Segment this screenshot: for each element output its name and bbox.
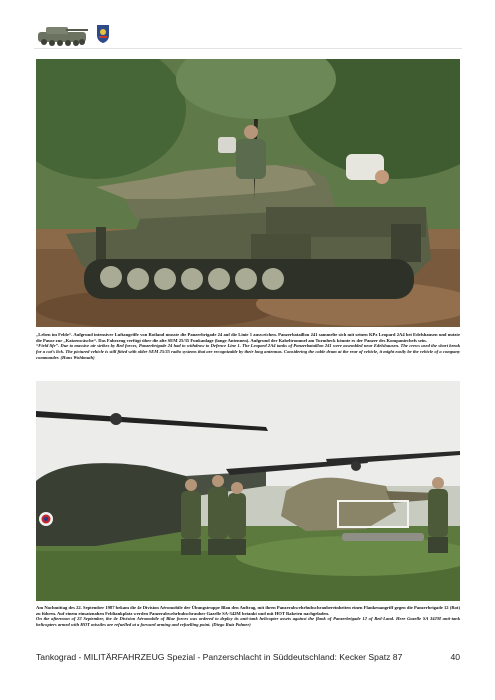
page-footer: [36, 652, 460, 666]
page-number: 40: [450, 652, 460, 662]
bottom-photo-caption: [36, 605, 460, 647]
caption-german: Am Nachmittag des 22. September 1987 bekam die 4e Division Aéromobile der Übungstruppe Blau den Auftrag, mit ihren Panzerabwehrhubschraubereinheiten einen Flankenangriff gegen die Panzerbrigade 12 (Rot) zu führen. Auf einem einsatznahen Feldtankplatz werden Panzerabwehrhubschrauber Gazelle SA-342M betankt und mit HOT Raketen nachgeladen.: [36, 605, 460, 616]
footer-title: Tankograd - MILITÄRFAHRZEUG Spezial - Panzerschlacht in Süddeutschland: Kecker Spatz 87: [36, 652, 403, 662]
leopard-tank-photo: [36, 59, 460, 327]
top-photo-caption: [36, 332, 460, 378]
caption-english: “Field life”. Due to massive air strikes by Red forces, Panzerbrigade 24 had to withdraw to Defence Line 1. The Leopard 2A4 tanks of Panzerbataillon 241 were assembled near Edelshausen. The crews used the short break for a cat’s lick. The pictured vehicle is still fitted with older SEM 25/35 radio systems that are recognizable by their long antennas. Considering the cable drum at the rear of vehicle, it might easily be the vehicle of a company commander. (Hans Wohlmuth): [36, 343, 460, 360]
tank-logo-icon: [34, 22, 90, 48]
caption-english: On the afternoon of 22 September, the 4e Division Aéromobile of Blue forces was ordered to deploy its anti-tank helicopter assets against the flank of Panzerbrigade 12 of Red-Land. Here Gazelle SA 342M anti-tank helicopters armed with HOT missiles are refuelled at a forward arming and refuelling point. (Diego Ruiz Palmer): [36, 616, 460, 628]
unit-emblem-icon: [96, 24, 110, 44]
page-header: [0, 0, 495, 58]
header-rule: [34, 48, 462, 49]
caption-german: „Leben im Felde“. Aufgrund intensiver Luftangriffe von Rotland musste die Panzerbrigade 24 auf die Linie 1 ausweichen. Panzerbataillon 241 sammelte sich mit seinen KPz Leopard 2A4 bei Edelshausen und nutzte die Pause zur „Katzenwäsche“. Das Fahrzeug verfügt über die alte SEM 25/35 Funkanlage (lange Antennen). Aufgrund der Kabeltrommel am Turmheck könnte es der Panzer des Kompaniechefs sein.: [36, 332, 460, 343]
gazelle-helicopters-photo: [36, 381, 460, 601]
